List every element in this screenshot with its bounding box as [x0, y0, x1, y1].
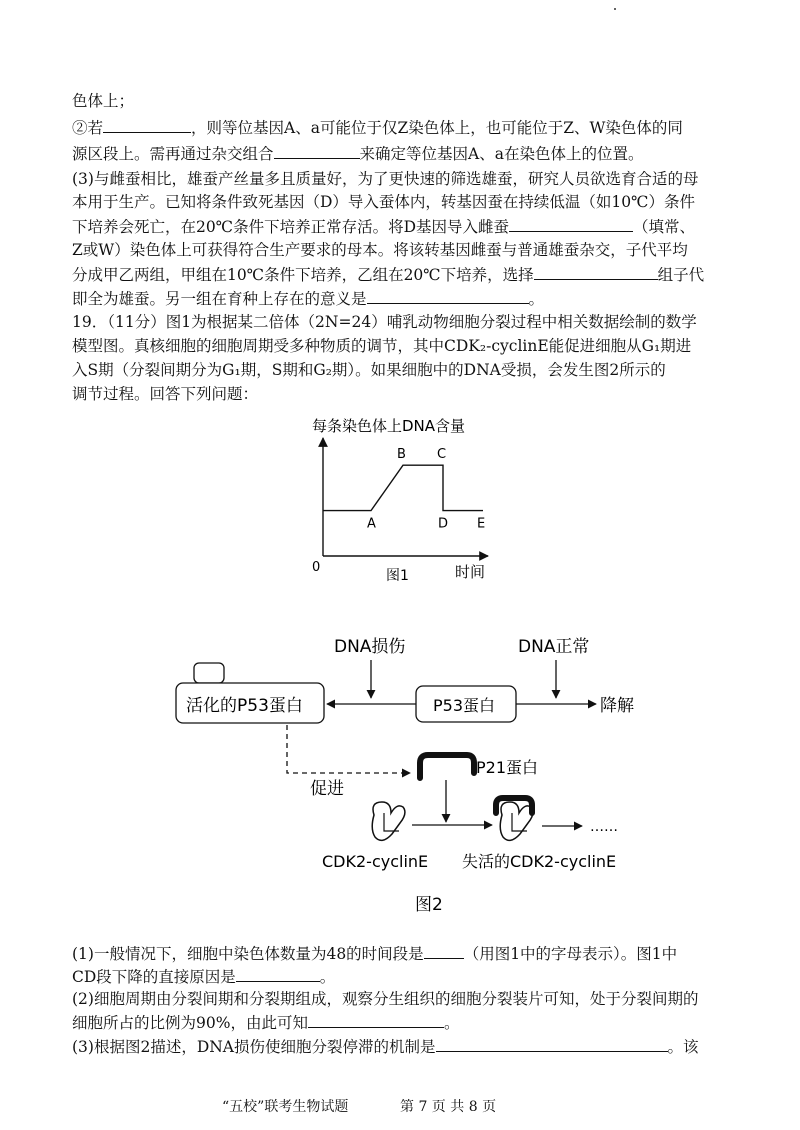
text-line: 入S期（分裂间期分为G₁期，S期和G₂期）。如果细胞中的DNA受损，会发生图2所示的 — [72, 361, 666, 379]
activated-p53-tab — [194, 663, 224, 683]
point-label-e: E — [477, 516, 486, 532]
text-line: 源区段上。需再通过杂交组合 来确定等位基因A、a在染色体上的位置。 — [72, 145, 644, 163]
text-line: (3)与雌蚕相比，雄蚕产丝量多且质量好，为了更快速的筛选雄蚕，研究人员欲选育合适的母 — [72, 170, 699, 188]
text-line: 分成甲乙两组，甲组在10℃条件下培养，乙组在20℃下培养，选择 组子代 — [72, 266, 705, 284]
origin-label: 0 — [312, 560, 321, 575]
text-line: 色体上； — [72, 92, 135, 110]
inactive-cdk2-cycline-shape — [500, 802, 533, 840]
text-line: 即全为雄蚕。另一组在育种上存在的意义是 。 — [72, 290, 545, 308]
answer-blank[interactable] — [274, 143, 360, 159]
figure-2-diagram — [170, 625, 670, 920]
answer-blank[interactable] — [436, 1036, 668, 1052]
promote-label: 促进 — [310, 779, 344, 799]
degrade-label: 降解 — [600, 696, 634, 716]
question-2-continued: 细胞所占的比例为90%，由此可知 。 — [72, 1014, 460, 1032]
question-1: (1)一般情况下，细胞中染色体数量为48的时间段是 （用图1中的字母表示）。图1中 — [72, 945, 678, 963]
activated-p53-label: 活化的P53蛋白 — [186, 696, 303, 716]
p53-label: P53蛋白 — [433, 696, 496, 715]
point-label-b: B — [397, 447, 406, 463]
answer-blank[interactable] — [236, 966, 320, 982]
point-label-a: A — [367, 516, 376, 532]
footer-exam-title: “五校”联考生物试题 — [222, 1099, 349, 1115]
answer-blank[interactable] — [103, 117, 191, 133]
answer-blank[interactable] — [367, 288, 529, 304]
promote-dashed-arrow — [287, 725, 410, 773]
dna-damage-label: DNA损伤 — [334, 637, 406, 657]
question-3: (3)根据图2描述，DNA损伤使细胞分裂停滞的机制是 。该 — [72, 1038, 699, 1056]
text-line: 模型图。真核细胞的细胞周期受多种物质的调节，其中CDK₂-cyclinE能促进细胞从G₁期进 — [72, 337, 692, 355]
inactive-cdk2-cycline-label: 失活的CDK2-cyclinE — [462, 852, 617, 871]
footer-page-number: 第 7 页 共 8 页 — [400, 1099, 497, 1115]
question-2: (2)细胞周期由分裂间期和分裂期组成，观察分生组织的细胞分裂装片可知，处于分裂间期的 — [72, 990, 699, 1008]
answer-blank[interactable] — [308, 1012, 444, 1028]
x-axis-label: 时间 — [455, 563, 486, 581]
p21-protein-shape — [420, 755, 474, 778]
ellipsis: …… — [590, 819, 618, 835]
dna-normal-label: DNA正常 — [518, 637, 590, 657]
p21-label: P21蛋白 — [476, 758, 539, 777]
text-line: 下培养会死亡，在20℃条件下培养正常存活。将D基因导入雌蚕 （填常、 — [72, 218, 696, 236]
chart-title: 图1 — [386, 568, 409, 584]
question-19-heading: 19．（11分）图1为根据某二倍体（2N=24）哺乳动物细胞分裂过程中相关数据绘制的数学 — [72, 313, 697, 331]
figure-1-chart — [290, 408, 520, 593]
text-line: Z或W）染色体上可获得符合生产要求的母本。将该转基因雌蚕与普通雄蚕杂交，子代平均 — [72, 241, 688, 259]
text-line: ②若 ，则等位基因A、a可能位于仅Z染色体上，也可能位于Z、W染色体的同 — [72, 119, 683, 137]
cdk2-cycline-shape — [372, 802, 405, 840]
question-1-continued: CD段下降的直接原因是 。 — [72, 968, 336, 986]
answer-blank[interactable] — [509, 216, 633, 232]
text-line: 调节过程。回答下列问题： — [72, 385, 259, 403]
scan-dot — [614, 8, 616, 10]
dna-content-series-line — [323, 465, 483, 510]
y-axis-label: 每条染色体上DNA含量 — [312, 417, 466, 435]
text-line: 本用于生产。已知将条件致死基因（D）导入蚕体内，转基因蚕在持续低温（如10℃）条件 — [72, 193, 695, 211]
answer-blank[interactable] — [534, 264, 658, 280]
point-label-c: C — [437, 447, 447, 463]
figure-2-caption: 图2 — [415, 895, 443, 915]
point-label-d: D — [438, 516, 449, 532]
cdk2-cycline-label: CDK2-cyclinE — [322, 852, 429, 871]
answer-blank[interactable] — [424, 943, 464, 959]
